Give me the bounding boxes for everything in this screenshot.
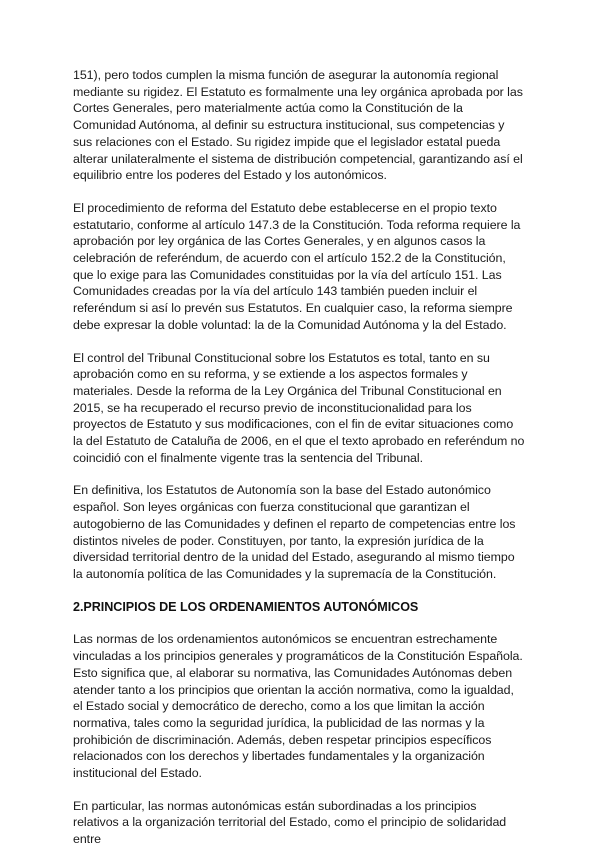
document-body [73, 67, 525, 864]
paragraph: En particular, las normas autonómicas están subordinadas a los principios relativos a la organización territorial del Estado, como el principio de solidaridad entre [73, 798, 507, 847]
paragraph: El control del Tribunal Constitucional sobre los Estatutos es total, tanto en su aprobación como en su reforma, y se extiende a los aspectos formales y materiales. Desde la reforma de la Ley Orgánica del Tribunal Constitucional en 2015, se ha recuperado el recurso previo de inconstitucionalidad para los proyectos de Estatuto y sus modificaciones, con el fin de evitar situaciones como la del Estatuto de Cataluña de 2006, en el que el texto aprobado en referéndum no coincidió con el finalmente vigente tras la sentencia del Tribunal. [73, 350, 525, 465]
paragraph: Las normas de los ordenamientos autonómicos se encuentran estrechamente vinculadas a los principios generales y programáticos de la Constitución Española. Esto significa que, al elaborar su normativa, las Comunidades Autónomas deben atender tanto a los principios que orientan la acción normativa, como la igualdad, el Estado social y democrático de derecho, como a los que limitan la acción normativa, tales como la seguridad jurídica, la publicidad de las normas y la prohibición de discriminación. Además, deben respetar principios específicos relacionados con los derechos y libertades fundamentales y la organización institucional del Estado. [73, 632, 523, 781]
section-heading: 2.PRINCIPIOS DE LOS ORDENAMIENTOS AUTONÓMICOS [73, 599, 419, 614]
paragraph: 151), pero todos cumplen la misma función de asegurar la autonomía regional mediante su rigidez. El Estatuto es formalmente una ley orgánica aprobada por las Cortes Generales, pero materialmente actúa como la Constitución de la Comunidad Autónoma, al definir su estructura institucional, sus competencias y sus relaciones con el Estado. Su rigidez impide que el legislador estatal pueda alterar unilateralmente el sistema de distribución competencial, garantizando así el equilibrio entre los poderes del Estado y los autonómicos. [73, 68, 523, 183]
paragraph: En definitiva, los Estatutos de Autonomía son la base del Estado autonómico español. Son leyes orgánicas con fuerza constitucional que garantizan el autogobierno de las Comunidades y definen el reparto de competencias entre los distintos niveles de poder. Constituyen, por tanto, la expresión jurídica de la diversidad territorial dentro de la unidad del Estado, asegurando al mismo tiempo la autonomía política de las Comunidades y la supremacía de la Constitución. [73, 483, 516, 581]
paragraph: El procedimiento de reforma del Estatuto debe establecerse en el propio texto estatutario, conforme al artículo 147.3 de la Constitución. Toda reforma requiere la aprobación por ley orgánica de las Cortes Generales, y en algunos casos la celebración de referéndum, de acuerdo con el artículo 152.2 de la Constitución, que lo exige para las Comunidades constituidas por la vía del artículo 151. Las Comunidades creadas por la vía del artículo 143 también pueden incluir el referéndum si así lo prevén sus Estatutos. En cualquier caso, la reforma siempre debe expresar la doble voluntad: la de la Comunidad Autónoma y la del Estado. [73, 200, 521, 332]
